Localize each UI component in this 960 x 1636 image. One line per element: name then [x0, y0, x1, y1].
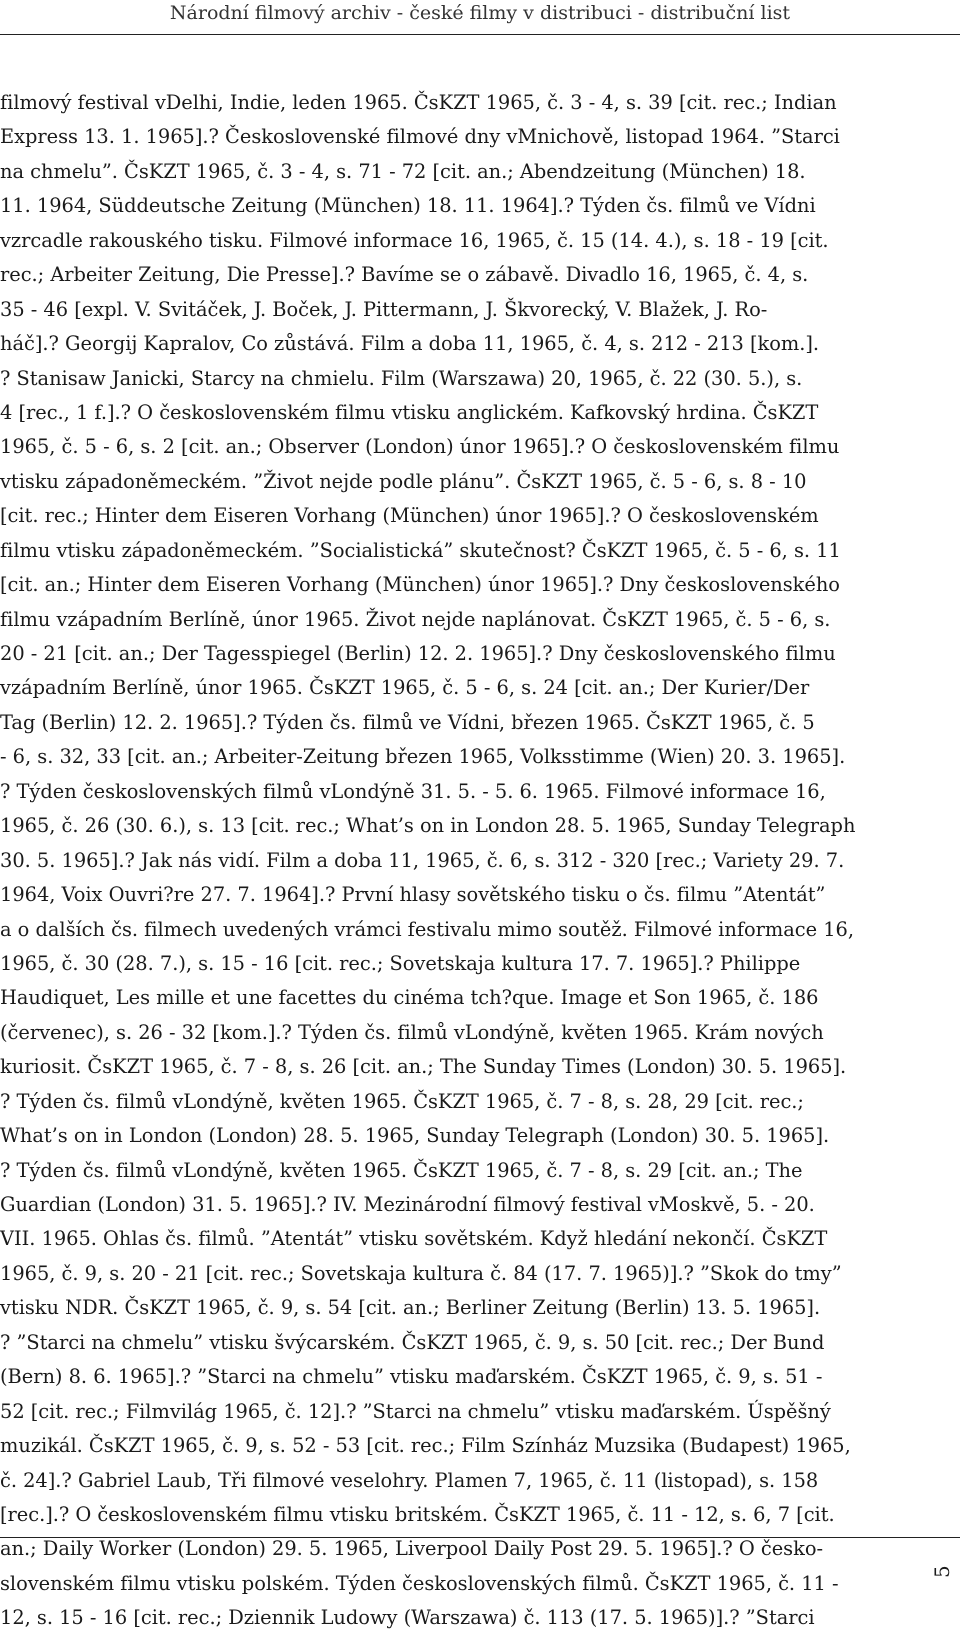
text-line: (červenec), s. 26 - 32 [kom.].? Týden čs. filmů vLondýně, květen 1965. Krám nových	[0, 1020, 824, 1044]
text-line: slovenském filmu vtisku polském. Týden československých filmů. ČsKZT 1965, č. 11 -	[0, 1571, 839, 1595]
text-line: rec.; Arbeiter Zeitung, Die Presse].? Bavíme se o zábavě. Divadlo 16, 1965, č. 4, s.	[0, 263, 809, 287]
text-line: VII. 1965. Ohlas čs. filmů. ”Atentát” vtisku sovětském. Když hledání nekončí. ČsKZT	[0, 1227, 828, 1251]
text-line: 4 [rec., 1 f.].? O československém filmu vtisku anglickém. Kafkovský hrdina. ČsKZT	[0, 400, 819, 424]
footer-divider	[0, 1537, 960, 1538]
text-line: 52 [cit. rec.; Filmvilág 1965, č. 12].? ”Starci na chmelu” vtisku maďarském. Úspěšný	[0, 1399, 831, 1423]
text-line: č. 24].? Gabriel Laub, Tři filmové veselohry. Plamen 7, 1965, č. 11 (listopad), s. 158	[0, 1468, 819, 1492]
text-line: 30. 5. 1965].? Jak nás vidí. Film a doba 11, 1965, č. 6, s. 312 - 320 [rec.; Variety 29. 7.	[0, 848, 845, 872]
text-line: 35 - 46 [expl. V. Svitáček, J. Boček, J. Pittermann, J. Škvorecký, V. Blažek, J. Ro-	[0, 297, 768, 321]
text-line: ? ”Starci na chmelu” vtisku švýcarském. ČsKZT 1965, č. 9, s. 50 [cit. rec.; Der Bund	[0, 1330, 825, 1354]
text-line: Guardian (London) 31. 5. 1965].? IV. Mezinárodní filmový festival vMoskvě, 5. - 20.	[0, 1193, 815, 1216]
text-line: What’s on in London (London) 28. 5. 1965, Sunday Telegraph (London) 30. 5. 1965].	[0, 1124, 830, 1148]
text-line: filmu vtisku západoněmeckém. ”Socialistická” skutečnost? ČsKZT 1965, č. 5 - 6, s. 11	[0, 538, 841, 562]
text-line: 1965, č. 26 (30. 6.), s. 13 [cit. rec.; What’s on in London 28. 5. 1965, Sunday Telegraph	[0, 814, 856, 838]
text-line: muzikál. ČsKZT 1965, č. 9, s. 52 - 53 [cit. rec.; Film Színház Muzsika (Budapest) 1965,	[0, 1434, 851, 1458]
text-line: - 6, s. 32, 33 [cit. an.; Arbeiter-Zeitung březen 1965, Volksstimme (Wien) 20. 3. 1965].	[0, 745, 846, 769]
text-line: filmu vzápadním Berlíně, únor 1965. Život nejde naplánovat. ČsKZT 1965, č. 5 - 6, s.	[0, 607, 831, 631]
text-line: vtisku západoněmeckém. ”Život nejde podle plánu”. ČsKZT 1965, č. 5 - 6, s. 8 - 10	[0, 469, 807, 493]
text-line: filmový festival vDelhi, Indie, leden 1965. ČsKZT 1965, č. 3 - 4, s. 39 [cit. rec.; Indian	[0, 91, 837, 114]
text-line: ? Týden čs. filmů vLondýně, květen 1965. ČsKZT 1965, č. 7 - 8, s. 29 [cit. an.; The	[0, 1158, 803, 1182]
text-line: 1965, č. 9, s. 20 - 21 [cit. rec.; Sovetskaja kultura č. 84 (17. 7. 1965)].? ”Skok do tmy”	[0, 1261, 842, 1285]
text-line: 11. 1964, Süddeutsche Zeitung (München) 18. 11. 1964].? Týden čs. filmů ve Vídni	[0, 194, 816, 218]
text-line: 1965, č. 5 - 6, s. 2 [cit. an.; Observer (London) únor 1965].? O československém filmu	[0, 435, 840, 459]
text-line: ? Stanisaw Janicki, Starcy na chmielu. Film (Warszawa) 20, 1965, č. 22 (30. 5.), s.	[0, 366, 803, 390]
document-body	[0, 86, 960, 1636]
text-line: kuriosit. ČsKZT 1965, č. 7 - 8, s. 26 [cit. an.; The Sunday Times (London) 30. 5. 1965].	[0, 1055, 847, 1079]
text-line: ? Týden čs. filmů vLondýně, květen 1965. ČsKZT 1965, č. 7 - 8, s. 28, 29 [cit. rec.;	[0, 1089, 804, 1113]
text-line: 12, s. 15 - 16 [cit. rec.; Dziennik Ludowy (Warszawa) č. 113 (17. 5. 1965)].? ”Starci	[0, 1606, 815, 1630]
text-line: ? Týden československých filmů vLondýně 31. 5. - 5. 6. 1965. Filmové informace 16,	[0, 779, 826, 803]
text-line: vzrcadle rakouského tisku. Filmové informace 16, 1965, č. 15 (14. 4.), s. 18 - 19 [cit.	[0, 228, 829, 252]
text-line: (Bern) 8. 6. 1965].? ”Starci na chmelu” vtisku maďarském. ČsKZT 1965, č. 9, s. 51 -	[0, 1365, 823, 1389]
text-line: Haudiquet, Les mille et une facettes du cinéma tch?que. Image et Son 1965, č. 186	[0, 986, 819, 1010]
text-line: 1965, č. 30 (28. 7.), s. 15 - 16 [cit. rec.; Sovetskaja kultura 17. 7. 1965].? Philippe	[0, 951, 801, 975]
text-line: [cit. an.; Hinter dem Eiseren Vorhang (München) únor 1965].? Dny československého	[0, 573, 840, 597]
text-line: vzápadním Berlíně, únor 1965. ČsKZT 1965, č. 5 - 6, s. 24 [cit. an.; Der Kurier/Der	[0, 676, 810, 700]
text-line: Tag (Berlin) 12. 2. 1965].? Týden čs. filmů ve Vídni, březen 1965. ČsKZT 1965, č. 5	[0, 710, 815, 734]
text-line: háč].? Georgij Kapralov, Co zůstává. Film a doba 11, 1965, č. 4, s. 212 - 213 [kom.].	[0, 332, 820, 356]
text-line: [cit. rec.; Hinter dem Eiseren Vorhang (München) únor 1965].? O československém	[0, 504, 819, 528]
text-line: Express 13. 1. 1965].? Československé filmové dny vMnichově, listopad 1964. ”Starci	[0, 125, 840, 149]
text-line: a o dalších čs. filmech uvedených vrámci festivalu mimo soutěž. Filmové informace 16,	[0, 917, 854, 941]
text-line: 1964, Voix Ouvri?re 27. 7. 1964].? První hlasy sovětského tisku o čs. filmu ”Atentát”	[0, 883, 826, 907]
running-header: Národní filmový archiv - české filmy v distribuci - distribuční list	[169, 2, 791, 24]
text-line: an.; Daily Worker (London) 29. 5. 1965, Liverpool Daily Post 29. 5. 1965].? O česko-	[0, 1537, 824, 1561]
text-line: 20 - 21 [cit. an.; Der Tagesspiegel (Berlin) 12. 2. 1965].? Dny československého filmu	[0, 642, 836, 665]
text-line: vtisku NDR. ČsKZT 1965, č. 9, s. 54 [cit. an.; Berliner Zeitung (Berlin) 13. 5. 1965].	[0, 1296, 821, 1320]
text-line: [rec.].? O československém filmu vtisku britském. ČsKZT 1965, č. 11 - 12, s. 6, 7 [cit.	[0, 1502, 835, 1526]
text-line: na chmelu”. ČsKZT 1965, č. 3 - 4, s. 71 - 72 [cit. an.; Abendzeitung (München) 18.	[0, 159, 806, 183]
header-divider	[0, 34, 960, 35]
page-number: 5	[930, 1565, 954, 1579]
